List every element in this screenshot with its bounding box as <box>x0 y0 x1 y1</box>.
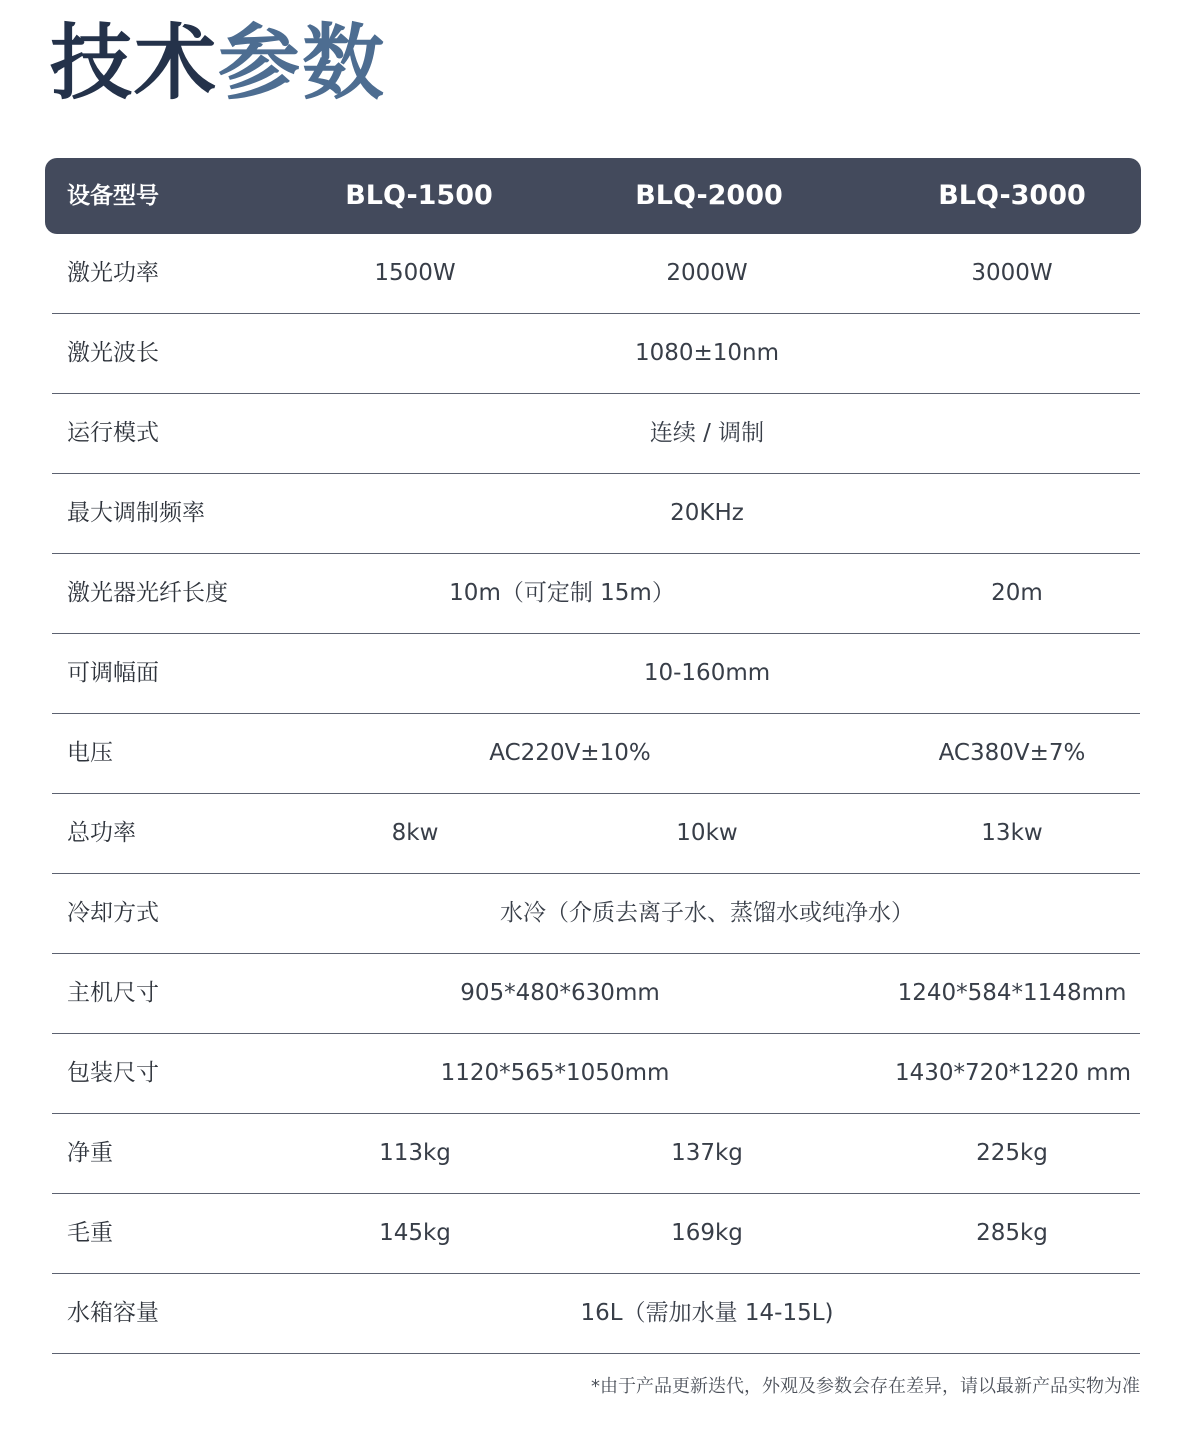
header-label: 设备型号 <box>67 183 159 209</box>
table-row <box>52 874 1140 954</box>
row-value: 10kw <box>676 820 738 846</box>
row-label: 包装尺寸 <box>67 1060 159 1086</box>
row-value: 10m（可定制 15m） <box>449 580 675 606</box>
table-row <box>52 714 1140 794</box>
header-model-2: BLQ-2000 <box>635 180 783 211</box>
row-label: 总功率 <box>67 820 136 846</box>
row-value: 20m <box>991 580 1043 606</box>
row-value: 8kw <box>391 820 439 846</box>
row-label: 运行模式 <box>67 420 159 446</box>
title-part-1: 技术 <box>50 16 219 111</box>
row-value: 1080±10nm <box>634 340 780 366</box>
row-value: 10-160mm <box>643 660 771 686</box>
table-row <box>52 1194 1140 1274</box>
table-row <box>52 1034 1140 1114</box>
table-row <box>52 234 1140 314</box>
page-title <box>50 14 386 114</box>
table-row <box>52 554 1140 634</box>
row-value: 905*480*630mm <box>460 980 660 1006</box>
row-label: 可调幅面 <box>67 660 159 686</box>
row-value: 1430*720*1220 mm <box>894 1060 1132 1086</box>
row-label: 电压 <box>67 740 113 766</box>
table-row <box>52 794 1140 874</box>
row-value: 3000W <box>971 260 1053 286</box>
row-value: 2000W <box>666 260 748 286</box>
table-row <box>52 634 1140 714</box>
row-value: 145kg <box>379 1220 451 1246</box>
row-value: AC380V±7% <box>938 740 1086 766</box>
row-label: 激光波长 <box>67 340 159 366</box>
table-row <box>52 954 1140 1034</box>
row-value: 225kg <box>976 1140 1048 1166</box>
row-label: 水箱容量 <box>67 1300 159 1326</box>
row-value: 169kg <box>671 1220 743 1246</box>
row-value: 1500W <box>374 260 456 286</box>
row-label: 主机尺寸 <box>67 980 159 1006</box>
row-value: 13kw <box>981 820 1043 846</box>
row-label: 激光功率 <box>67 260 159 286</box>
row-value: 285kg <box>976 1220 1048 1246</box>
row-value: 连续 / 调制 <box>649 420 765 446</box>
table-row <box>52 394 1140 474</box>
row-value: 1240*584*1148mm <box>897 980 1127 1006</box>
row-value: 1120*565*1050mm <box>440 1060 670 1086</box>
row-value: AC220V±10% <box>489 740 651 766</box>
header-model-3: BLQ-3000 <box>938 180 1086 211</box>
row-value: 水冷（介质去离子水、蒸馏水或纯净水） <box>500 900 914 926</box>
row-label: 冷却方式 <box>67 900 159 926</box>
row-value: 16L（需加水量 14-15L) <box>580 1300 834 1326</box>
table-row <box>52 314 1140 394</box>
title-part-2: 参数 <box>218 16 387 111</box>
disclaimer-footnote: *由于产品更新迭代，外观及参数会存在差异，请以最新产品实物为准 <box>591 1376 1140 1397</box>
row-label: 最大调制频率 <box>67 500 205 526</box>
table-row <box>52 1274 1140 1354</box>
row-value: 137kg <box>671 1140 743 1166</box>
header-model-1: BLQ-1500 <box>345 180 493 211</box>
table-row <box>52 474 1140 554</box>
row-value: 20KHz <box>670 500 744 526</box>
table-header <box>45 158 1141 234</box>
spec-table <box>52 234 1140 1354</box>
table-row <box>52 1114 1140 1194</box>
row-value: 113kg <box>379 1140 451 1166</box>
row-label: 毛重 <box>67 1220 113 1246</box>
row-label: 净重 <box>67 1140 113 1166</box>
row-label: 激光器光纤长度 <box>67 580 228 606</box>
